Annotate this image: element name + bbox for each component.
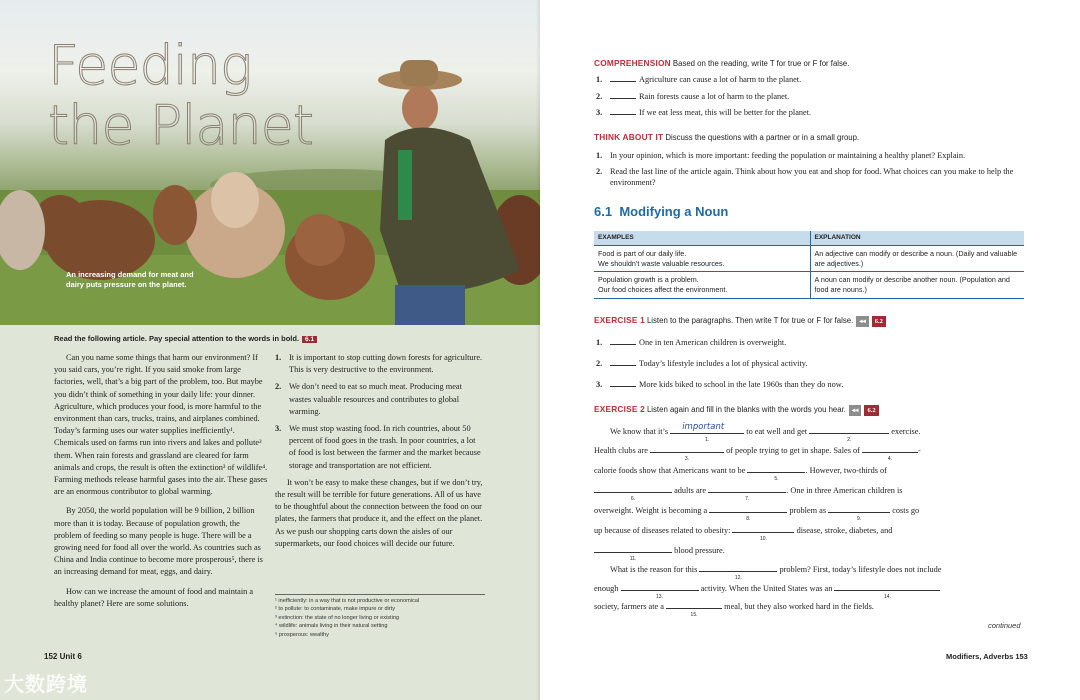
paragraph-2: By 2050, the world population will be 9 billion, 2 billion more than it is today. Because of population growth, the problem of feeding so many people is huge. There will be a growing need for food all over the world. As countries such as China and India continue to become more prosperous⁵, there is an increasing demand for meat, eggs, and dairy. <box>54 506 263 577</box>
grammar-table <box>594 231 1024 299</box>
fill-blank[interactable] <box>621 582 699 600</box>
answer-blank[interactable] <box>610 337 636 345</box>
table-header-row <box>594 231 1024 245</box>
fill-blank[interactable] <box>809 425 889 443</box>
think-item: 1. In your opinion, which is more important: feeding the population or maintaining a healthy planet? Explain. <box>596 151 966 160</box>
cattle-photo <box>0 0 540 325</box>
blank-number: 9. <box>857 516 862 522</box>
fill-text: adults are <box>674 486 707 495</box>
list-item-text: We don’t need to eat so much meat. Producing meat wastes valuable resources and contributes to global warming. <box>289 382 462 416</box>
table-cell: Population growth is a problem. Our food choices affect the environment. <box>594 272 810 299</box>
item-text: In your opinion, which is more important: feeding the population or maintaining a healthy planet? Explain. <box>610 151 966 160</box>
table-header: EXAMPLES <box>594 231 810 245</box>
audio-badge[interactable]: 6.1 <box>302 336 317 343</box>
fill-text: . One in three American children is <box>786 486 903 495</box>
exercise1-label: EXERCISE 1 <box>594 315 645 325</box>
exercise1-header <box>594 315 1034 327</box>
list-item: 1. It is important to stop cutting down forests for agriculture. This is very destructive to the environment. <box>275 353 483 375</box>
fill-line <box>594 544 725 562</box>
audio-badge[interactable]: ◂◂ <box>856 316 869 327</box>
left-page-footer: 152 Unit 6 <box>44 652 82 661</box>
item-text: More kids biked to school in the late 1960s than they do now. <box>639 380 844 389</box>
exercise1-instruction: Listen to the paragraphs. Then write T for true or F for false. <box>646 316 854 325</box>
fill-blank[interactable] <box>708 484 786 502</box>
table-cell: Food is part of our daily life. We shouldn’t waste valuable resources. <box>594 245 810 272</box>
exercise2-label: EXERCISE 2 <box>594 404 645 414</box>
fill-text: costs go <box>892 506 920 515</box>
blank-number: 7. <box>745 496 750 502</box>
item-text: Read the last line of the article again. Think about how you eat and shop for food. What choices can you make to help the environment? <box>610 167 1014 187</box>
paragraph-4: It won’t be easy to make these changes, but if we don’t try, the result will be terrible for future generations. All of us have to be thoughtful about the connection between the food on our plates, the farmers that produce it, and the effect on the planet. As we push our shopping carts down the aisles of our supermarkets, our food choices will decide our future. <box>275 477 483 548</box>
think-header <box>594 132 1034 143</box>
right-page-footer: Modifiers, Adverbs 153 <box>946 652 1028 661</box>
fill-text: exercise. <box>891 427 921 436</box>
section-title: Modifying a Noun <box>619 204 729 219</box>
fill-text: up because of diseases related to obesity: <box>594 526 731 535</box>
paragraph-1: Can you name some things that harm our environment? If you said cars, you’re right. If you said smoke from large factories, well, that’s a big part of the problem, too. But maybe you didn’t think of something in your daily life: your dinner. Agriculture, which produces your food, is more harmful to the environment than cars, trucks, trains, and airplanes combined. Today’s farming uses our water supplies inefficiently¹. Chemicals used on farms run into rivers and lakes and pollute² them. When rain forests and grassland are cleared for farm animals and crops, the result is often the extinction³ of wildlife⁴. Farming methods release harmful gases into the air. These gases are an enormous contributor to global warming. <box>54 353 268 497</box>
table-cell: A noun can modify or describe another noun. (Population and food are nouns.) <box>810 272 1024 299</box>
fill-blank[interactable] <box>594 484 672 502</box>
solutions-list <box>275 352 483 472</box>
fill-text: overweight. Weight is becoming a <box>594 506 708 515</box>
think-item: 2. Read the last line of the article again. Think about how you eat and shop for food. What choices can you make to help the environment? <box>596 167 1014 187</box>
think-instruction: Discuss the questions with a partner or in a small group. <box>665 133 860 142</box>
footnote: ² to pollute: to contaminate, make impure or dirty <box>275 606 396 613</box>
fill-blank[interactable] <box>699 563 777 581</box>
fill-text: enough <box>594 584 619 593</box>
blank-number: 6. <box>630 496 636 502</box>
comprehension-instruction: Based on the reading, write T for true or F for false. <box>672 59 850 68</box>
fill-blank[interactable] <box>732 524 794 542</box>
audio-track-badge[interactable]: 6.2 <box>872 316 886 327</box>
footnote: ¹ inefficiently: in a way that is not productive or economical <box>275 598 420 604</box>
paragraph-3: How can we increase the amount of food and maintain a healthy planet? Here are some solutions. <box>54 586 254 608</box>
handwritten-answer: important <box>682 422 725 432</box>
answer-blank[interactable] <box>610 74 636 82</box>
answer-blank[interactable] <box>610 358 636 366</box>
answer-blank[interactable] <box>610 91 636 99</box>
list-item-text: We must stop wasting food. In rich countries, about 50 percent of food goes in the trash. In poor countries, a lot of food is lost between the farmer and the market because storage and transportation are not efficient. <box>289 424 481 470</box>
fill-line <box>610 563 942 581</box>
watermark-logo: 大数跨境 <box>4 672 88 696</box>
blank-number: 1. <box>705 437 710 443</box>
blank-number: 4. <box>887 456 893 462</box>
reading-instruction <box>54 334 317 343</box>
fill-text: blood pressure. <box>674 546 725 555</box>
fill-text: problem as <box>789 506 827 515</box>
blank-number: 2. <box>847 437 852 443</box>
exercise2-header <box>594 404 1034 416</box>
blank-number: 5. <box>774 476 779 482</box>
fill-line <box>594 524 893 542</box>
fill-blank[interactable] <box>834 582 940 600</box>
fill-text: meal, but they also worked hard in the fields. <box>724 602 874 611</box>
table-cell: An adjective can modify or describe a noun. (Daily and valuable are adjectives.) <box>810 245 1024 272</box>
footnote: ³ extinction: the state of no longer living or existing <box>275 614 400 621</box>
fill-text: problem? First, today’s lifestyle does not include <box>779 565 942 574</box>
blank-number: 11. <box>629 556 637 562</box>
fill-blank[interactable] <box>670 422 744 443</box>
instruction-text: Read the following article. Pay special attention to the words in bold. <box>54 334 300 343</box>
section-number: 6.1 <box>594 204 613 219</box>
fill-line <box>594 600 874 618</box>
list-item-text: It is important to stop cutting down forests for agriculture. This is very destructive to the environment. <box>289 353 483 375</box>
item-text: If we eat less meat, this will be better for the planet. <box>639 108 812 117</box>
blank-number: 14. <box>883 594 891 600</box>
fill-text: of people trying to get in shape. Sales of <box>726 446 860 455</box>
item-text: Today’s lifestyle includes a lot of physical activity. <box>639 359 808 368</box>
table-header: EXPLANATION <box>810 231 1024 245</box>
section-heading <box>594 204 728 219</box>
fill-text: We know that it’s <box>610 427 669 436</box>
comprehension-item: 3. If we eat less meat, this will be better for the planet. <box>596 108 812 117</box>
blank-number: 12. <box>734 575 742 581</box>
fill-blank[interactable] <box>594 544 672 562</box>
audio-badge[interactable]: ◂◂ <box>849 405 862 416</box>
exercise1-item: 1. One in ten American children is overweight. <box>596 338 787 347</box>
blank-number: 13. <box>656 594 663 600</box>
answer-blank[interactable] <box>610 379 636 387</box>
article-column-left <box>54 352 269 617</box>
item-text: One in ten American children is overweight. <box>639 338 787 347</box>
fill-blank[interactable] <box>747 464 805 482</box>
fill-line <box>594 582 940 600</box>
fill-text: What is the reason for this <box>610 565 698 574</box>
photo-caption: An increasing demand for meat and dairy puts pressure on the planet. <box>66 270 194 289</box>
blank-number: 10. <box>760 536 767 542</box>
fill-blank[interactable] <box>862 444 918 462</box>
fill-blank[interactable] <box>828 504 890 522</box>
blank-number: 15. <box>690 612 698 618</box>
comprehension-item: 2. Rain forests cause a lot of harm to the planet. <box>596 92 790 101</box>
fill-blank[interactable] <box>709 504 787 522</box>
fill-line: Health clubs are 3. of people trying to get in shape. Sales of 4. - <box>594 444 921 456</box>
comprehension-label: COMPREHENSION <box>594 58 671 68</box>
answer-blank[interactable] <box>610 107 636 115</box>
fill-text: society, farmers ate a <box>594 602 664 611</box>
fill-text: disease, stroke, diabetes, and <box>796 526 893 535</box>
article-title <box>48 36 313 156</box>
item-text: Rain forests cause a lot of harm to the planet. <box>639 92 790 101</box>
exercise1-item: 2. Today’s lifestyle includes a lot of physical activity. <box>596 359 808 368</box>
title-line-1: Feeding <box>48 34 252 97</box>
list-item: 2. We don’t need to eat so much meat. Producing meat wastes valuable resources and contributes to global warming. <box>275 382 462 416</box>
fill-text: Health clubs are <box>594 446 648 455</box>
fill-text: calorie foods show that Americans want to be <box>594 466 746 475</box>
comprehension-header <box>594 58 1034 69</box>
fill-text: to eat well and get <box>746 427 808 436</box>
think-label: THINK ABOUT IT <box>594 132 664 142</box>
title-line-2: the Planet <box>48 94 314 157</box>
footnote: ⁴ wildlife: animals living in their natural setting <box>275 623 388 630</box>
fill-line <box>594 464 887 482</box>
article-column-right <box>275 352 483 557</box>
item-text: Agriculture can cause a lot of harm to the planet. <box>639 75 802 84</box>
audio-track-badge[interactable]: 6.2 <box>864 405 878 416</box>
fill-blank[interactable] <box>666 600 722 618</box>
fill-line <box>594 504 920 522</box>
continued-note: continued <box>988 621 1021 630</box>
fill-blank[interactable] <box>650 444 724 462</box>
fill-line <box>594 484 903 502</box>
comprehension-item: 1. Agriculture can cause a lot of harm to the planet. <box>596 75 802 84</box>
blank-number: 8. <box>746 516 751 522</box>
table-row <box>594 245 1024 272</box>
footnote: ⁵ prosperous: wealthy <box>275 631 329 638</box>
footnotes <box>275 594 485 639</box>
exercise2-instruction: Listen again and fill in the blanks with the words you hear. <box>646 405 846 414</box>
list-item: 3. We must stop wasting food. In rich countries, about 50 percent of food goes in the trash. In poor countries, a lot of food is lost between the farmer and the market because storage and transportation are not efficient. <box>275 424 481 470</box>
table-row <box>594 272 1024 299</box>
fill-text: activity. When the United States was an <box>700 584 833 593</box>
fill-text: . However, two-thirds of <box>805 466 887 475</box>
fill-line <box>610 422 921 443</box>
blank-number: 3. <box>684 456 690 462</box>
exercise1-item: 3. More kids biked to school in the late 1960s than they do now. <box>596 380 844 389</box>
